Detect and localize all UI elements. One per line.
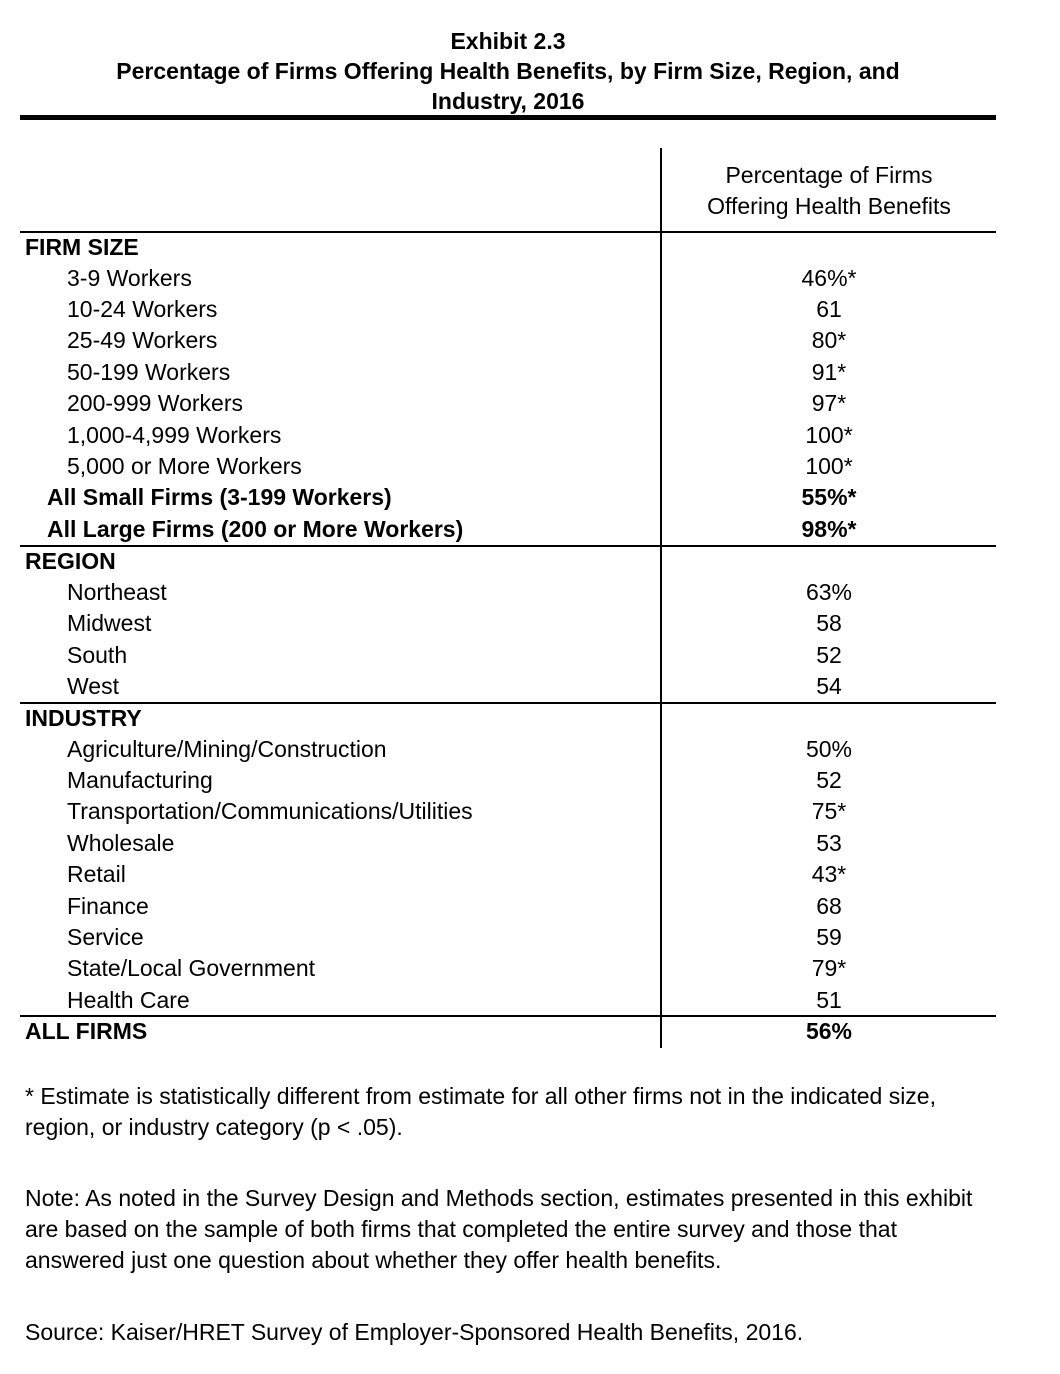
section-label: FIRM SIZE xyxy=(25,234,139,260)
table-row xyxy=(0,828,1060,859)
row-value: 100* xyxy=(805,422,853,448)
table-row xyxy=(0,796,1060,827)
row-value: 98%* xyxy=(801,516,857,542)
row-value: 79* xyxy=(811,955,847,981)
table-row xyxy=(0,671,1060,702)
row-value: 97* xyxy=(811,390,847,416)
section-row-region xyxy=(0,546,1060,577)
row-label: Manufacturing xyxy=(67,767,213,793)
exhibit-number: Exhibit 2.3 xyxy=(450,28,566,54)
row-value: 52 xyxy=(816,767,842,793)
row-value: 59 xyxy=(816,924,842,950)
row-label: Transportation/Communications/Utilities xyxy=(67,798,473,824)
table-row xyxy=(0,640,1060,671)
row-label: 5,000 or More Workers xyxy=(67,453,302,479)
table-row xyxy=(0,985,1060,1016)
table-row xyxy=(0,953,1060,984)
row-value: 56% xyxy=(805,1018,853,1044)
row-value: 80* xyxy=(811,327,847,353)
table-row xyxy=(0,765,1060,796)
row-value: 100* xyxy=(805,453,853,479)
table-row xyxy=(0,451,1060,482)
column-header xyxy=(662,160,996,222)
table-row xyxy=(0,891,1060,922)
row-value: 91* xyxy=(811,359,847,385)
row-label: South xyxy=(67,642,128,668)
row-label: ALL FIRMS xyxy=(25,1018,148,1044)
section-row-industry xyxy=(0,703,1060,734)
table-row-subtotal xyxy=(0,482,1060,513)
table-row xyxy=(0,859,1060,890)
row-value: 68 xyxy=(816,893,842,919)
table-row-total xyxy=(0,1016,1060,1047)
row-label: 3-9 Workers xyxy=(67,265,192,291)
section-label: REGION xyxy=(25,548,116,574)
row-value: 63% xyxy=(805,579,853,605)
table-row xyxy=(0,922,1060,953)
row-label: 1,000-4,999 Workers xyxy=(67,422,282,448)
table-row xyxy=(0,357,1060,388)
row-value: 53 xyxy=(816,830,842,856)
column-header-line-2: Offering Health Benefits xyxy=(707,193,951,219)
exhibit-title-line-1: Percentage of Firms Offering Health Benefits, by Firm Size, Region, and xyxy=(116,58,900,84)
row-label: Service xyxy=(67,924,144,950)
row-label: State/Local Government xyxy=(67,955,316,981)
row-label: Finance xyxy=(67,893,149,919)
row-label: Northeast xyxy=(67,579,167,605)
row-label: West xyxy=(67,673,119,699)
title-rule xyxy=(20,115,996,120)
table-row-subtotal xyxy=(0,514,1060,545)
table-row xyxy=(0,420,1060,451)
table-row xyxy=(0,608,1060,639)
exhibit-title xyxy=(20,26,996,116)
methods-note: Note: As noted in the Survey Design and Methods section, estimates presented in this exhibit are based on the sample of both firms that completed the entire survey and those that answered just one question about whether they offer health benefits. xyxy=(25,1185,973,1273)
row-value: 75* xyxy=(811,798,847,824)
column-header-line-1: Percentage of Firms xyxy=(725,162,933,188)
row-value: 55%* xyxy=(801,484,857,510)
row-value: 58 xyxy=(816,610,842,636)
row-label: All Large Firms (200 or More Workers) xyxy=(47,516,464,542)
row-label: Midwest xyxy=(67,610,152,636)
section-label: INDUSTRY xyxy=(25,705,142,731)
row-label: 25-49 Workers xyxy=(67,327,218,353)
row-label: Health Care xyxy=(67,987,190,1013)
row-value: 46%* xyxy=(801,265,857,291)
row-label: Wholesale xyxy=(67,830,175,856)
row-value: 52 xyxy=(816,642,842,668)
footnote: * Estimate is statistically different from estimate for all other firms not in the indicated size, region, or industry category (p < .05). xyxy=(25,1083,936,1140)
row-value: 43* xyxy=(811,861,847,887)
table-row xyxy=(0,388,1060,419)
row-label: 10-24 Workers xyxy=(67,296,218,322)
table-row xyxy=(0,325,1060,356)
row-value: 51 xyxy=(816,987,842,1013)
row-label: All Small Firms (3-199 Workers) xyxy=(47,484,392,510)
row-label: 50-199 Workers xyxy=(67,359,231,385)
row-value: 61 xyxy=(816,296,842,322)
table-row xyxy=(0,734,1060,765)
source-note: Source: Kaiser/HRET Survey of Employer-Sponsored Health Benefits, 2016. xyxy=(25,1319,804,1345)
row-value: 54 xyxy=(816,673,842,699)
exhibit-title-line-2: Industry, 2016 xyxy=(431,88,585,114)
table-row xyxy=(0,263,1060,294)
row-value: 50% xyxy=(805,736,853,762)
section-row-firm-size xyxy=(0,232,1060,263)
table-row xyxy=(0,577,1060,608)
row-label: Agriculture/Mining/Construction xyxy=(67,736,387,762)
row-label: 200-999 Workers xyxy=(67,390,243,416)
row-label: Retail xyxy=(67,861,126,887)
table-row xyxy=(0,294,1060,325)
